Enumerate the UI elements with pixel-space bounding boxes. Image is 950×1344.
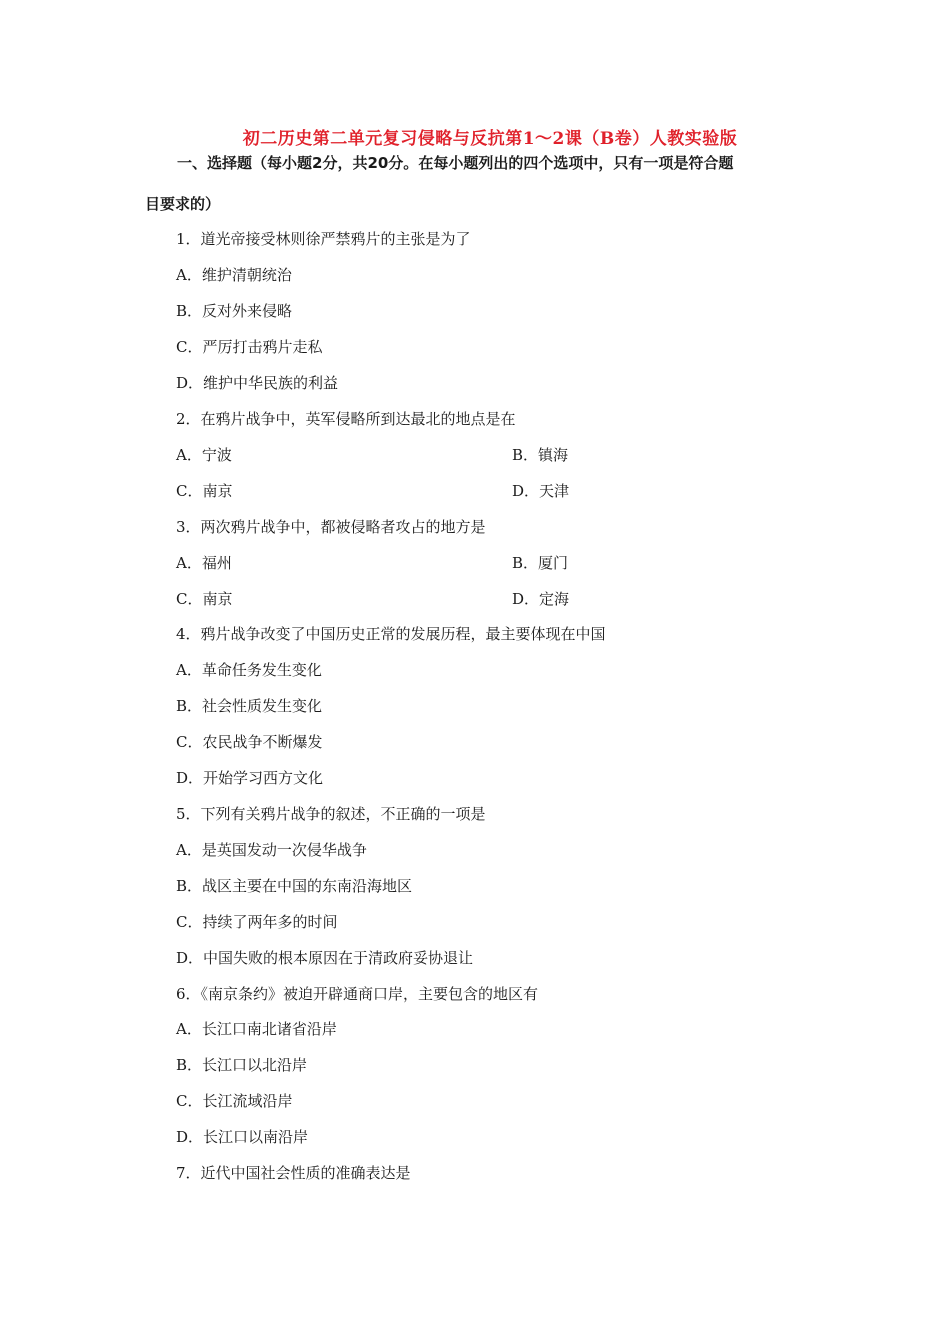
section-heading: 一、选择题（每小题2分，共20分。在每小题列出的四个选项中，只有一项是符合题	[177, 154, 734, 172]
question-option: A．是英国发动一次侵华战争	[176, 841, 367, 859]
question-option: A．维护清朝统治	[176, 266, 292, 284]
question-option: D．天津	[512, 482, 570, 500]
question-stem: 2．在鸦片战争中，英军侵略所到达最北的地点是在	[176, 410, 516, 428]
question-option: D．开始学习西方文化	[176, 769, 324, 787]
question-option: A．革命任务发生变化	[176, 661, 322, 679]
document-title: 初二历史第二单元复习侵略与反抗第1～2课（B卷）人教实验版	[242, 129, 738, 149]
question-stem: 3．两次鸦片战争中，都被侵略者攻占的地方是	[176, 518, 486, 536]
question-stem: 5．下列有关鸦片战争的叙述，不正确的一项是	[176, 805, 486, 823]
question-stem: 7．近代中国社会性质的准确表达是	[176, 1164, 411, 1182]
question-option: C．农民战争不断爆发	[176, 733, 323, 751]
question-option: B．长江口以北沿岸	[176, 1056, 308, 1074]
section-heading-continued: 目要求的）	[145, 195, 221, 213]
question-stem: 4．鸦片战争改变了中国历史正常的发展历程，最主要体现在中国	[176, 625, 606, 643]
question-option: C．严厉打击鸦片走私	[176, 338, 323, 356]
question-option: B．战区主要在中国的东南沿海地区	[176, 877, 413, 895]
question-option: A．长江口南北诸省沿岸	[176, 1020, 337, 1038]
question-option: B．社会性质发生变化	[176, 697, 323, 715]
question-option: C．长江流域沿岸	[176, 1092, 293, 1110]
question-option: A．福州	[176, 554, 232, 572]
question-stem: 6．《南京条约》被迫开辟通商口岸，主要包含的地区有	[176, 985, 539, 1003]
question-option: C．南京	[176, 590, 233, 608]
question-option: A．宁波	[176, 446, 232, 464]
question-option: B．镇海	[512, 446, 569, 464]
question-stem: 1．道光帝接受林则徐严禁鸦片的主张是为了	[176, 230, 471, 248]
question-option: D．中国失败的根本原因在于清政府妥协退让	[176, 949, 474, 967]
question-option: D．维护中华民族的利益	[176, 374, 339, 392]
question-option: D．定海	[512, 590, 570, 608]
question-option: C．持续了两年多的时间	[176, 913, 338, 931]
question-option: B．反对外来侵略	[176, 302, 293, 320]
question-option: B．厦门	[512, 554, 569, 572]
question-option: D．长江口以南沿岸	[176, 1128, 309, 1146]
question-option: C．南京	[176, 482, 233, 500]
